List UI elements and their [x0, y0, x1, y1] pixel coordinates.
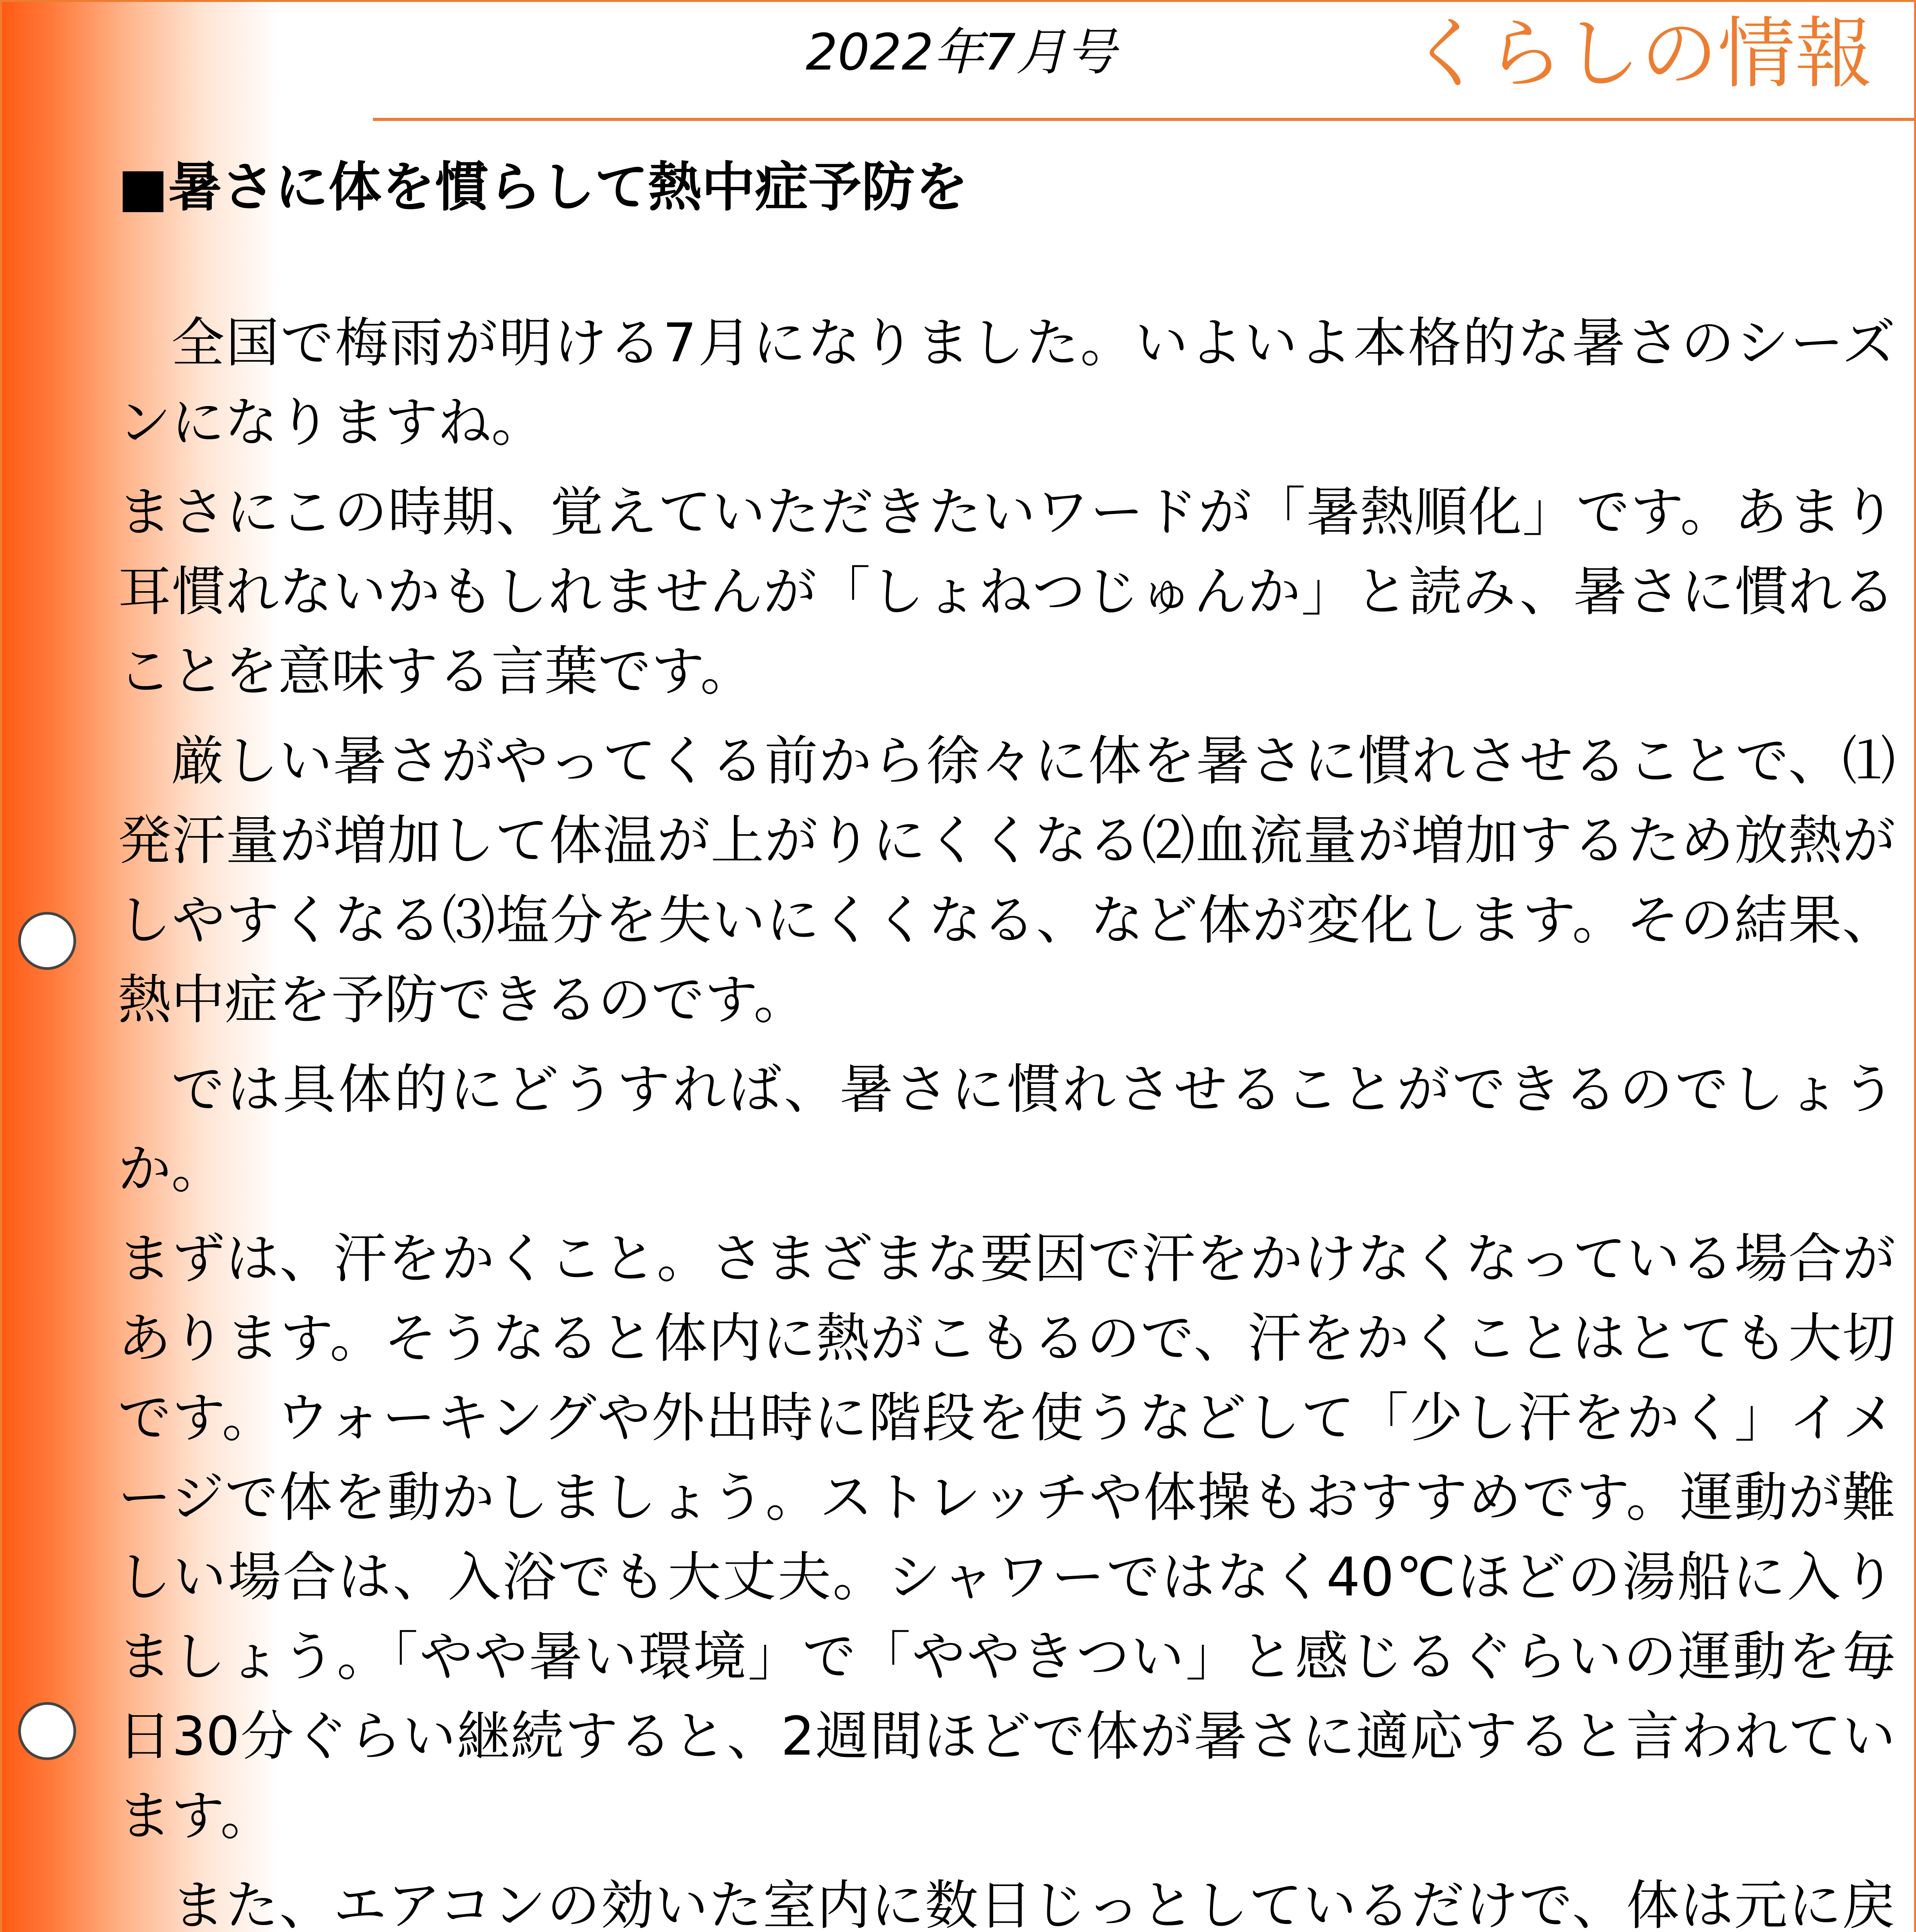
article-paragraph: まさにこの時期、覚えていただきたいワードが「暑熱順化」です。あまり耳慣れないかもしれませんが「しょねつじゅんか」と読み、暑さに慣れることを意味する言葉です。	[118, 481, 1896, 702]
header-rule	[373, 118, 1916, 121]
article-title: ■暑さに体を慣らして熱中症予防を	[118, 156, 968, 218]
article-paragraph: では具体的にどうすれば、暑さに慣れさせることができるのでしょうか。	[118, 1058, 1896, 1200]
issue-date: 2022年7月号	[806, 23, 1116, 82]
article-paragraph: まずは、汗をかくこと。さまざまな要因で汗をかけなくなっている場合があります。そうなると体内に熱がこもるので、汗をかくことはとても大切です。ウォーキングや外出時に階段を使うなどして「少し汗をかく」イメージで体を動かしましょう。ストレッチや体操もおすすめです。運動が難しい場合は、入浴でも大丈夫。シャワーではなく40℃ほどの湯船に入りましょう。「やや暑い環境」で「ややきつい」と感じるぐらいの運動を毎日30分ぐらい継続すると、2週間ほどで体が暑さに適応すると言われています。	[118, 1228, 1896, 1847]
article-body	[118, 303, 1896, 1932]
brand-title: くらしの情報	[1409, 9, 1873, 99]
article-paragraph: また、エアコンの効いた室内に数日じっとしているだけで、体は元に戻	[171, 1874, 1896, 1932]
article-paragraph: 全国で梅雨が明ける7月になりました。いよいよ本格的な暑さのシーズンになりますね。	[118, 312, 1896, 454]
article-paragraph: 厳しい暑さがやってくる前から徐々に体を暑さに慣れさせることで、⑴発汗量が増加して体温が上がりにくくなる⑵血流量が増加するため放熱がしやすくなる⑶塩分を失いにくくなる、など体が変化します。その結果、熱中症を予防できるのです。	[118, 730, 1896, 1031]
binder-hole-icon	[18, 1702, 76, 1760]
binder-hole-icon	[18, 912, 76, 970]
